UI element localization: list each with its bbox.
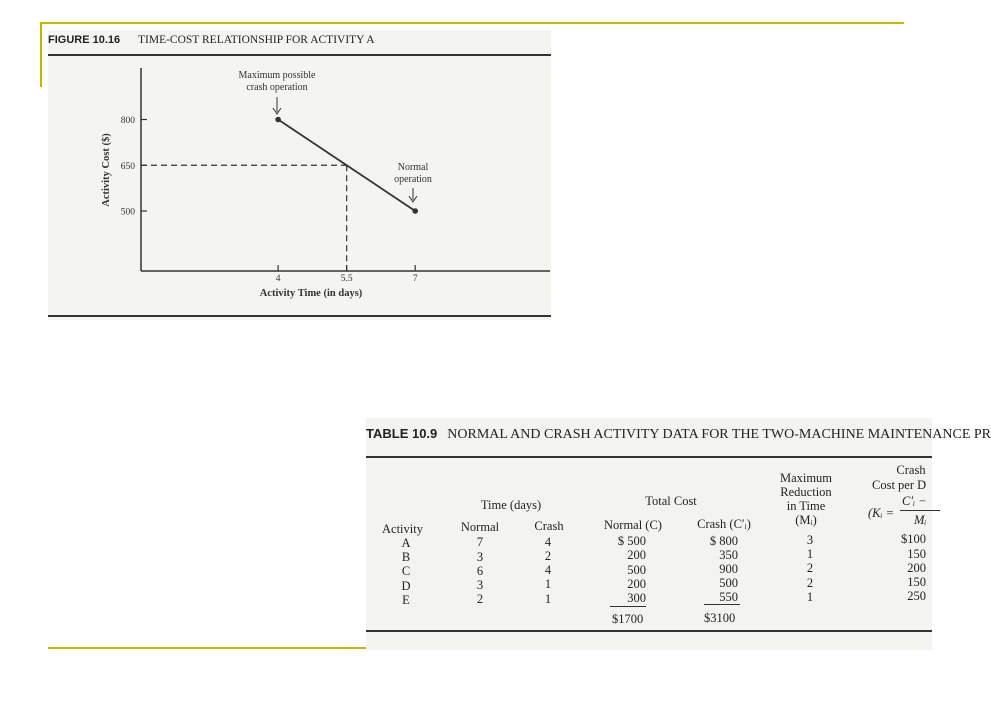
- y-axis-label: Activity Cost ($): [101, 133, 112, 207]
- crash-annotation-line1: Maximum possible: [238, 70, 316, 81]
- cell-crash-time: 1: [544, 577, 552, 592]
- cell-crash-time: 1: [544, 591, 552, 606]
- normal-annotation-line2: operation: [394, 174, 432, 185]
- x-tick-label: 7: [412, 274, 418, 284]
- time-group-header: Time (days): [480, 498, 542, 512]
- cell-cost-per-day: $100: [901, 532, 926, 547]
- y-tick-label: 800: [120, 116, 135, 126]
- table-scan: [366, 418, 991, 650]
- y-tick-label: 650: [120, 161, 135, 172]
- cell-activity: C: [401, 564, 411, 579]
- normal-point: [412, 208, 418, 214]
- cell-normal-time: 7: [476, 535, 484, 550]
- crash-point: [275, 117, 281, 123]
- normal-cost-total: $1700: [612, 612, 644, 626]
- cell-activity: D: [401, 578, 411, 593]
- cell-max-reduction: 1: [806, 547, 814, 562]
- y-tick-label: 500: [120, 207, 135, 218]
- cell-normal-cost: 200: [627, 576, 646, 591]
- cell-max-reduction: 3: [806, 533, 814, 547]
- cell-normal-cost: 300: [627, 591, 646, 605]
- cell-crash-cost: 500: [719, 576, 738, 591]
- figure-number: FIGURE 10.16: [48, 34, 121, 46]
- normal-cost-header: Normal (C): [604, 518, 662, 532]
- cell-activity: E: [402, 592, 410, 607]
- cost-per-day-header-1: Crash: [896, 463, 926, 477]
- cost-formula-denominator: Mᵢ: [914, 513, 927, 527]
- table-top-rule: [366, 456, 932, 458]
- cell-crash-cost: 350: [719, 547, 738, 562]
- top-divider-rule: [40, 22, 904, 24]
- cost-formula-numerator: C′ᵢ −: [902, 494, 927, 508]
- cost-per-day-header-2: Cost per D: [872, 478, 927, 492]
- time-cost-chart: [48, 30, 551, 320]
- cost-group-header: Total Cost: [645, 494, 697, 508]
- cell-crash-cost: $ 800: [709, 533, 738, 548]
- cell-crash-cost: 550: [719, 590, 738, 605]
- cell-crash-time: 4: [544, 563, 552, 578]
- max-reduction-header-4: (Mᵢ): [795, 513, 817, 527]
- crash-annotation-line2: crash operation: [246, 82, 308, 93]
- activity-header: Activity: [382, 522, 423, 536]
- x-tick-label: 5.5: [340, 274, 353, 284]
- cell-normal-cost: 200: [627, 548, 646, 563]
- cell-crash-time: 2: [544, 549, 552, 563]
- normal-total-rule: [610, 606, 646, 607]
- cell-activity: B: [401, 550, 411, 565]
- cell-cost-per-day: 250: [907, 589, 926, 604]
- cell-normal-time: 3: [476, 578, 484, 592]
- cell-cost-per-day: 200: [907, 560, 926, 575]
- cell-normal-time: 3: [476, 549, 484, 564]
- cell-max-reduction: 2: [806, 561, 814, 576]
- x-tick-label: 4: [275, 274, 281, 284]
- y-ticks: [121, 116, 147, 218]
- cell-max-reduction: 1: [806, 589, 814, 604]
- figure-title: TIME-COST RELATIONSHIP FOR ACTIVITY A: [138, 34, 375, 46]
- cell-normal-time: 6: [476, 563, 484, 578]
- max-reduction-header-3: in Time: [786, 499, 826, 513]
- normal-time-header: Normal: [460, 520, 500, 534]
- cell-cost-per-day: 150: [907, 575, 926, 589]
- cost-formula-left: (Kᵢ =: [868, 506, 895, 520]
- normal-annotation-line1: Normal: [397, 162, 429, 173]
- left-divider-rule: [40, 22, 42, 87]
- figure-scan: [48, 30, 551, 320]
- cell-normal-cost: 500: [627, 562, 646, 577]
- cell-activity: A: [401, 536, 411, 550]
- cell-crash-time: 4: [544, 534, 552, 549]
- crash-time-header: Crash: [534, 519, 564, 533]
- table-bottom-rule: [366, 630, 932, 632]
- cell-normal-time: 2: [476, 592, 484, 607]
- crash-cost-total: $3100: [704, 611, 736, 625]
- bottom-divider-rule: [48, 647, 368, 649]
- cell-normal-cost: $ 500: [617, 534, 646, 549]
- table-caption: [366, 426, 991, 443]
- max-reduction-header-1: Maximum: [779, 471, 833, 485]
- x-axis-label: Activity Time (in days): [259, 288, 363, 299]
- max-reduction-header-2: Reduction: [780, 485, 832, 499]
- cell-crash-cost: 900: [719, 562, 738, 576]
- table-title: NORMAL AND CRASH ACTIVITY DATA FOR THE TWO-MACHINE MAINTENANCE PR: [447, 427, 991, 442]
- crash-cost-header: Crash (C′ᵢ): [697, 517, 751, 531]
- cost-formula-bar: [900, 510, 940, 511]
- cell-max-reduction: 2: [806, 575, 814, 590]
- table-number: TABLE 10.9: [366, 426, 438, 441]
- cell-cost-per-day: 150: [907, 546, 926, 561]
- crash-total-rule: [704, 604, 740, 605]
